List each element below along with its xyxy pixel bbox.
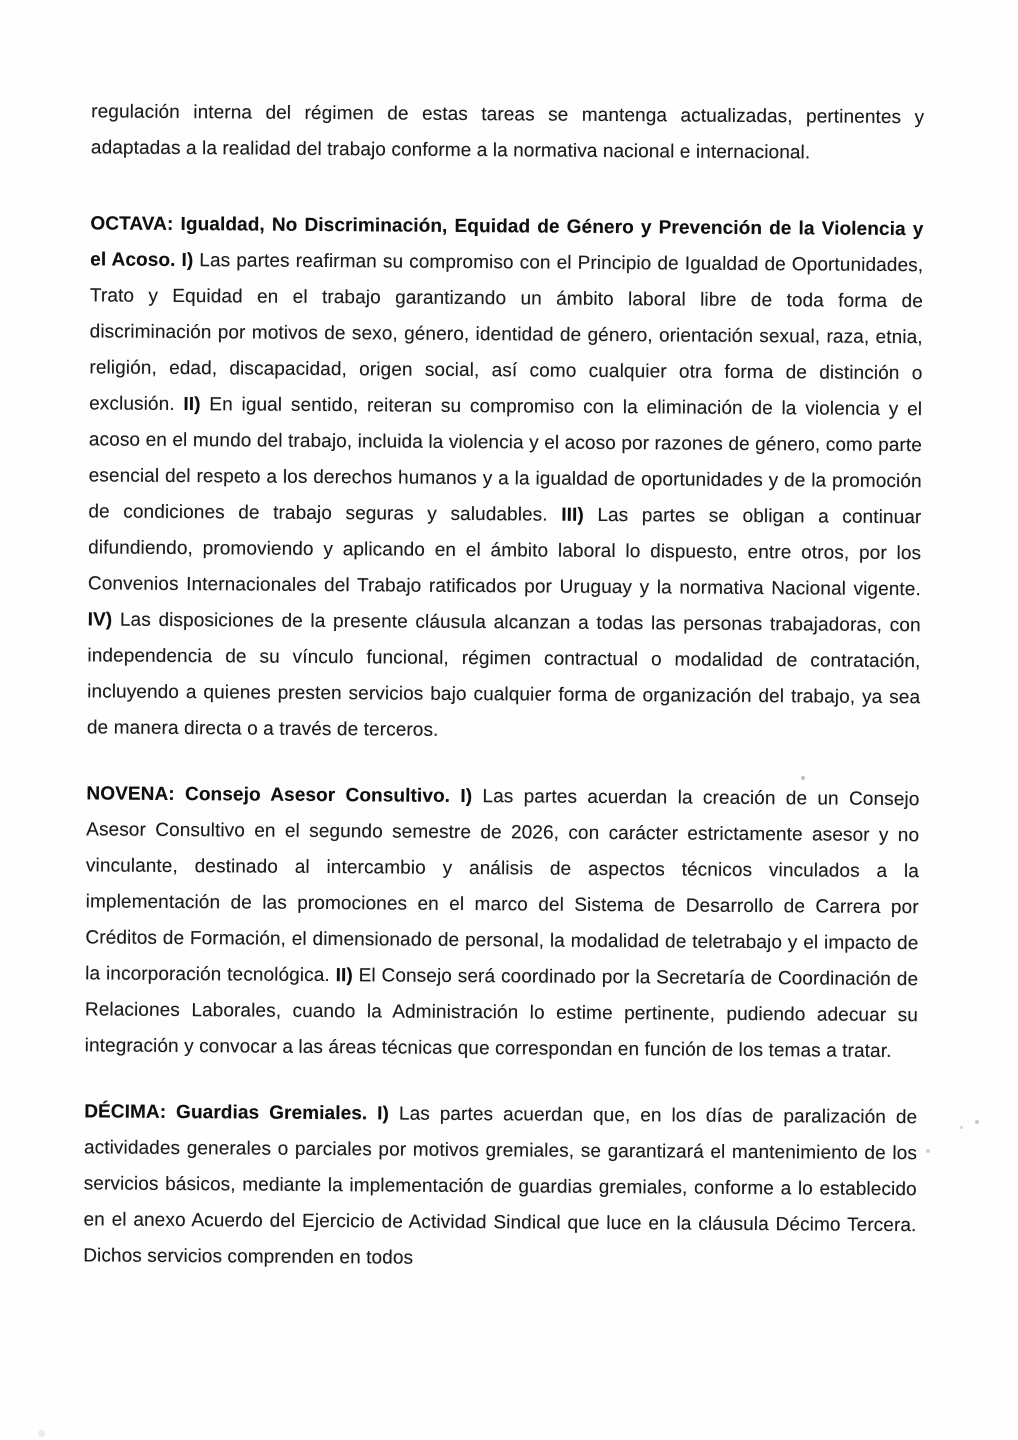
clause-body-text: Las partes acuerdan que, en los días de paralización de actividades generales o parciales por motivos gremiales, se garantizará el mantenimiento de los servicios básicos, mediante la implementación de guardias gremiales, conforme a lo establecido en el anexo Acuerdo del Ejercicio de Actividad Sindical que luce en la cláusula Décimo Tercera. Dichos servicios comprenden en todos [83, 1103, 918, 1269]
clause-body-text: Las disposiciones de la presente cláusula alcanzan a todas las personas trabajadoras, con independencia de su vínculo funcional, régimen contractual o modalidad de contratación, incluyendo a quienes presten servicios bajo cualquier forma de organización del trabajo, ya sea de manera directa o a través de terceros. [86, 609, 921, 741]
clause-heading-text: DÉCIMA: Guardias Gremiales. I) [84, 1101, 400, 1125]
clause-heading-text: III) [561, 504, 598, 526]
clause-heading-text: NOVENA: Consejo Asesor Consultivo. I) [86, 783, 483, 808]
clause-heading-text: OCTAVA: Igualdad, No Discriminación, Equidad de Género y Prevención de la Violencia y el Acoso. I) [90, 213, 924, 272]
scan-speck-speck-2 [960, 1126, 963, 1129]
scan-speck-speck-5 [38, 1430, 45, 1437]
clause-heading-text: II) [335, 965, 359, 987]
scan-speck-speck-3 [926, 1149, 930, 1153]
clause-body-text: Las partes acuerdan la creación de un Consejo Asesor Consultivo en el segundo semestre de 2026, con carácter estrictamente asesor y no vinculante, destinado al intercambio y análisis de aspectos técnicos vinculados a la implementación de las promociones en el marco del Sistema de Desarrollo de Carrera por Créditos de Formación, el dimensionado de personal, la modalidad de teletrabajo y el impacto de la incorporación tecnológica. [85, 786, 920, 987]
clause-heading-text: IV) [87, 609, 120, 631]
clause-body-text: El Consejo será coordinado por la Secretaría de Coordinación de Relaciones Laborales, cuando la Administración lo estime pertinente, pudiendo adecuar su integración y convocar a las áreas técnicas que correspondan en función de los temas a tratar. [84, 965, 919, 1062]
clause-body-text: regulación interna del régimen de estas tareas se mantenga actualizadas, pertinentes y adaptadas a la realidad del trabajo conforme a la normativa nacional e internacional. [90, 101, 925, 164]
paragraph-clausula-novena [85, 776, 920, 1070]
scan-speck-speck-4 [801, 776, 805, 780]
clause-body-text: En igual sentido, reiteran su compromiso con la eliminación de la violencia y el acoso en el mundo del trabajo, incluida la violencia y el acoso por razones de género, como parte esencial del respeto a los derechos humanos y a la igualdad de oportunidades y de la promoción de condiciones de trabajo seguras y saludables. [88, 394, 923, 526]
paragraph-clausula-octava [87, 206, 924, 752]
scan-speck-speck-1 [975, 1120, 979, 1124]
paragraph-intro-continuation [91, 94, 924, 172]
clause-body-text: Las partes reafirman su compromiso con el Principio de Igualdad de Oportunidades, Trato y Equidad en el trabajo garantizando un ámbito laboral libre de toda forma de discriminación por motivos de sexo, género, identidad de género, orientación sexual, raza, etnia, religión, edad, discapacidad, origen social, así como cualquier otra forma de distinción o exclusión. [89, 250, 924, 416]
clause-heading-text: II) [183, 394, 210, 416]
paragraph-clausula-decima [83, 1094, 917, 1280]
clause-body-text: Las partes se obligan a continuar difundiendo, promoviendo y aplicando en el ámbito laboral lo dispuesto, entre otros, por los Convenios Internacionales del Trabajo ratificados por Uruguay y la normativa Nacional vigente. [87, 504, 922, 601]
